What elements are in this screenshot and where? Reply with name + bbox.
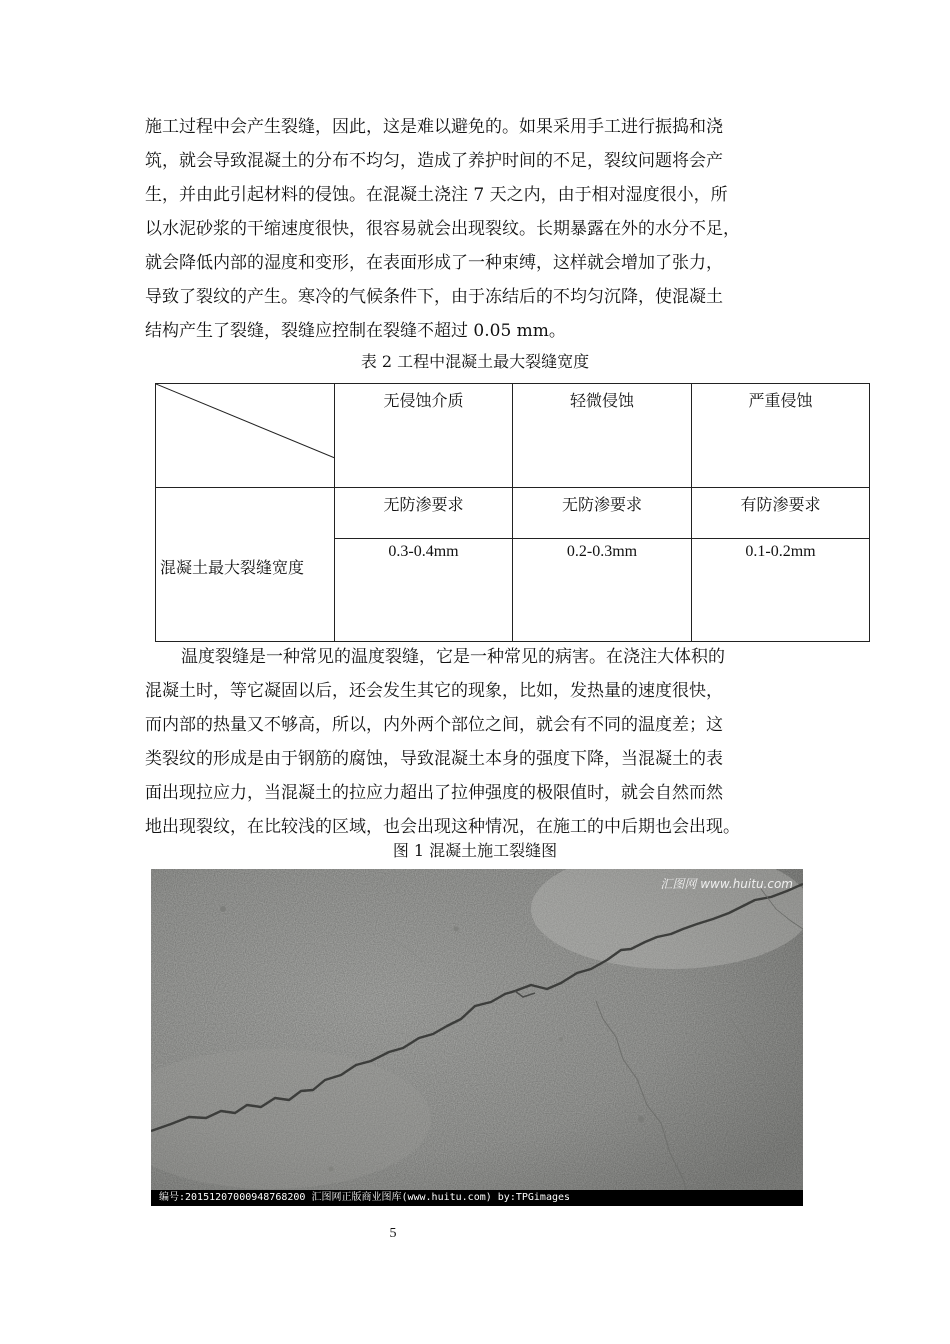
value-cell: 0.1-0.2mm — [692, 539, 870, 642]
value-cell: 0.3-0.4mm — [335, 539, 513, 642]
text-line: 而内部的热量又不够高，所以，内外两个部位之间，就会有不同的温度差；这 — [145, 715, 723, 735]
text-line: 生，并由此引起材料的侵蚀。在混凝土浇注 7 天之内，由于相对湿度很小，所 — [145, 185, 728, 205]
text-line: 面出现拉应力，当混凝土的拉应力超出了拉伸强度的极限值时，就会自然而然 — [145, 783, 723, 803]
figure-caption: 图 1 混凝土施工裂缝图 — [392, 841, 558, 860]
text-line: 类裂纹的形成是由于钢筋的腐蚀，导致混凝土本身的强度下降，当混凝土的表 — [145, 749, 723, 769]
text-line: 结构产生了裂缝，裂缝应控制在裂缝不超过 0.05 mm。 — [145, 321, 566, 341]
requirement-cell: 无防渗要求 — [335, 488, 513, 539]
diagonal-header-cell — [156, 384, 335, 488]
page-number: 5 — [389, 1226, 397, 1241]
concrete-crack-photo — [151, 869, 803, 1206]
requirement-cell: 无防渗要求 — [513, 488, 692, 539]
watermark: 汇图网 www.huitu.com — [660, 877, 793, 891]
column-header: 严重侵蚀 — [692, 384, 870, 488]
table-caption: 表 2 工程中混凝土最大裂缝宽度 — [360, 352, 590, 371]
text-line: 温度裂缝是一种常见的温度裂缝，它是一种常见的病害。在浇注大体积的 — [181, 647, 725, 667]
text-line: 以水泥砂浆的干缩速度很快，很容易就会出现裂纹。长期暴露在外的水分不足， — [145, 219, 740, 239]
text-line: 混凝土时，等它凝固以后，还会发生其它的现象，比如，发热量的速度很快， — [145, 681, 723, 701]
concrete-surface-image — [151, 869, 803, 1206]
column-header: 无侵蚀介质 — [335, 384, 513, 488]
text-line: 就会降低内部的湿度和变形，在表面形成了一种束缚，这样就会增加了张力， — [145, 253, 723, 273]
column-header: 轻微侵蚀 — [513, 384, 692, 488]
diagonal-line — [156, 384, 335, 488]
text-line: 地出现裂纹，在比较浅的区域，也会出现这种情况，在施工的中后期也会出现。 — [145, 817, 740, 837]
row-label: 混凝土最大裂缝宽度 — [156, 488, 335, 642]
text-line: 筑，就会导致混凝土的分布不均匀，造成了养护时间的不足，裂纹问题将会产 — [145, 151, 723, 171]
crack-width-table — [155, 383, 870, 642]
text-line: 导致了裂纹的产生。寒冷的气候条件下，由于冻结后的不均匀沉降，使混凝土 — [145, 287, 723, 307]
intro-paragraph — [145, 110, 812, 348]
text-line: 施工过程中会产生裂缝，因此，这是难以避免的。如果采用手工进行振捣和浇 — [145, 117, 723, 137]
image-footer-bar: 编号:20151207000948768200 汇图网正版商业图库(www.huitu.com) by:TPGimages — [151, 1190, 803, 1206]
requirement-cell: 有防渗要求 — [692, 488, 870, 539]
second-paragraph — [145, 640, 812, 844]
value-cell: 0.2-0.3mm — [513, 539, 692, 642]
